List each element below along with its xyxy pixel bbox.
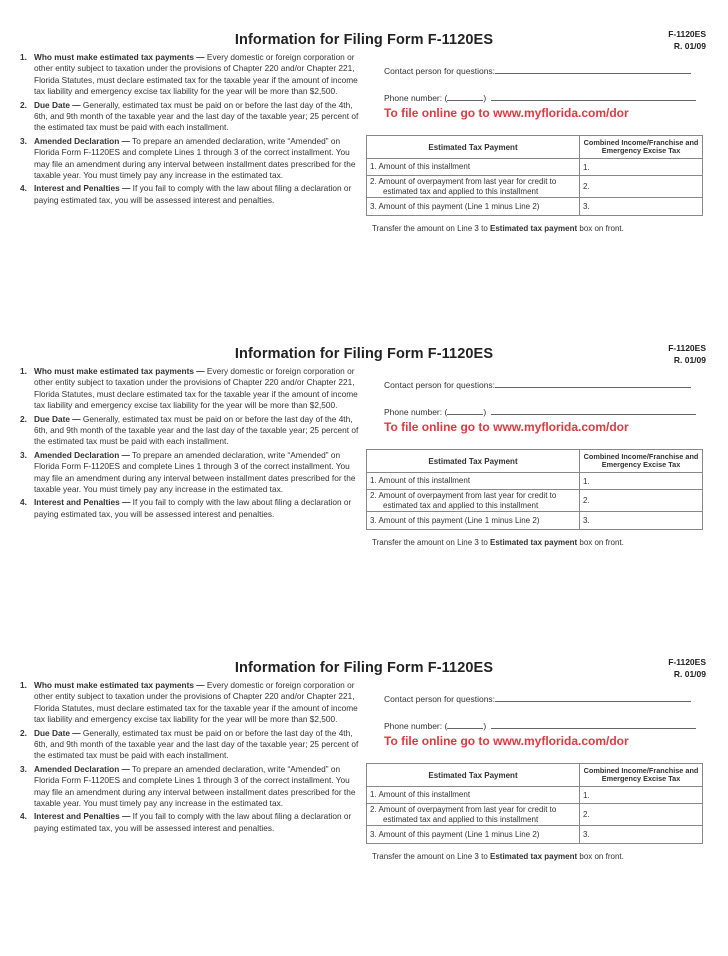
instruction-item [20,728,360,762]
phone-input-line[interactable] [491,92,696,101]
instruction-item [20,450,360,496]
file-online-link[interactable]: www.myflorida.com/dor [493,734,629,748]
file-online-link[interactable]: www.myflorida.com/dor [493,420,629,434]
amount-input-box[interactable]: 3. [580,826,703,844]
contact-person-field[interactable] [384,693,691,704]
instructions-list [20,680,360,836]
form-id-block [668,28,706,52]
phone-paren: ) [483,93,487,103]
row-label: 1. Amount of this installment [367,159,580,176]
file-online-link[interactable]: www.myflorida.com/dor [493,106,629,120]
form-number: F-1120ES [668,657,706,667]
instruction-item [20,811,360,834]
instruction-item [20,183,360,206]
instruction-item [20,414,360,448]
item-heading: Due Date — [34,727,81,738]
form-id-block [668,656,706,680]
item-heading: Who must make estimated tax payments — [34,52,205,62]
item-heading: Who must make estimated tax payments — [34,366,205,376]
table-row [367,826,703,844]
transfer-bold: Estimated tax payment [490,538,578,547]
item-number: 2. [20,99,27,110]
form-number: F-1120ES [668,29,706,39]
item-number: 4. [20,497,27,508]
amount-input-box[interactable]: 2. [580,490,703,512]
instruction-item [20,100,360,134]
item-text: Generally, estimated tax must be paid on or before the last day of the 4th, 6th, and 9th month of the taxable year and the last day of the taxable year; 25 percent of the estimated tax must be paid with each installment. [34,99,359,133]
row-label: 2. Amount of overpayment from last year for credit to estimated tax and applied to this installment [367,490,580,512]
contact-input-line[interactable] [495,65,691,74]
table-row [367,159,703,176]
table-header-left: Estimated Tax Payment [367,450,580,473]
item-heading: Due Date — [34,99,81,110]
row-label: 1. Amount of this installment [367,473,580,490]
estimated-tax-payment-table [366,135,703,216]
instruction-item [20,136,360,182]
item-text: To prepare an amended declaration, write “Amended” on Florida Form F-1120ES and complete Lines 1 through 3 of the correct installment. You may file an amendment during any interval between installment dates prescribed for the taxable year. You must timely pay any increase in the estimated tax. [34,135,356,181]
info-section [0,656,728,956]
transfer-note [372,224,624,233]
table-row [367,512,703,530]
row-label: 2. Amount of overpayment from last year for credit to estimated tax and applied to this installment [367,176,580,198]
transfer-prefix: Transfer the amount on Line 3 to [372,224,490,233]
item-number: 3. [20,135,27,146]
area-code-input-line[interactable] [447,406,483,415]
item-heading: Interest and Penalties — [34,497,131,508]
item-number: 1. [20,52,27,62]
instructions-list [20,366,360,522]
table-row [367,473,703,490]
item-text: If you fail to comply with the law about filing a declaration or paying estimated tax, you will be assessed interest and penalties. [34,183,352,205]
file-online-notice [384,734,629,748]
table-header-row [367,764,703,787]
amount-input-box[interactable]: 1. [580,787,703,804]
item-text: Every domestic or foreign corporation or other entity subject to taxation under the provisions of Chapter 220 and/or Chapter 221, Florida Statutes, must declare estimated tax for the taxable year if the amount of income tax liability and emergency excise tax liability for the year will be more than $2,500. [34,52,358,97]
file-online-text: To file online go to [384,734,494,748]
form-revision: R. 01/09 [673,41,706,51]
phone-label: Phone number: ( [384,721,448,731]
item-number: 2. [20,727,27,738]
phone-paren: ) [483,721,487,731]
amount-input-box[interactable]: 3. [580,198,703,216]
transfer-prefix: Transfer the amount on Line 3 to [372,852,490,861]
file-online-notice [384,420,629,434]
transfer-suffix: box on front. [577,538,624,547]
amount-input-box[interactable]: 1. [580,473,703,490]
item-heading: Amended Declaration — [34,763,130,774]
transfer-note [372,538,624,547]
section-title: Information for Filing Form F-1120ES [234,660,494,676]
item-heading: Due Date — [34,413,81,424]
contact-label: Contact person for questions: [384,694,496,704]
instructions-list [20,52,360,208]
item-text: If you fail to comply with the law about filing a declaration or paying estimated tax, you will be assessed interest and penalties. [34,497,352,519]
transfer-prefix: Transfer the amount on Line 3 to [372,538,490,547]
row-label: 2. Amount of overpayment from last year for credit to estimated tax and applied to this installment [367,804,580,826]
phone-number-field[interactable] [384,92,696,103]
phone-number-field[interactable] [384,720,696,731]
item-heading: Interest and Penalties — [34,811,131,822]
phone-label: Phone number: ( [384,407,448,417]
amount-input-box[interactable]: 2. [580,176,703,198]
table-row [367,490,703,512]
estimated-tax-payment-table [366,449,703,530]
table-row [367,198,703,216]
item-heading: Amended Declaration — [34,449,130,460]
table-header-left: Estimated Tax Payment [367,136,580,159]
file-online-text: To file online go to [384,106,494,120]
item-heading: Amended Declaration — [34,135,130,146]
estimated-tax-payment-table [366,763,703,844]
phone-paren: ) [483,407,487,417]
table-header-row [367,136,703,159]
contact-person-field[interactable] [384,65,691,76]
row-label: 3. Amount of this payment (Line 1 minus Line 2) [367,198,580,216]
table-header-row [367,450,703,473]
amount-input-box[interactable]: 2. [580,804,703,826]
table-row [367,787,703,804]
item-text: To prepare an amended declaration, write “Amended” on Florida Form F-1120ES and complete Lines 1 through 3 of the correct installment. You may file an amendment during any interval between installment dates prescribed for the taxable year. You must timely pay any increase in the estimated tax. [34,449,356,495]
table-row [367,176,703,198]
area-code-input-line[interactable] [447,720,483,729]
item-number: 4. [20,811,27,822]
section-title: Information for Filing Form F-1120ES [234,346,494,362]
instruction-item [20,366,360,412]
form-number: F-1120ES [668,343,706,353]
table-header-right: Combined Income/Franchise and Emergency Excise Tax [580,136,703,159]
table-header-right: Combined Income/Franchise and Emergency Excise Tax [580,450,703,473]
form-revision: R. 01/09 [673,355,706,365]
item-number: 1. [20,366,27,376]
contact-label: Contact person for questions: [384,380,496,390]
contact-label: Contact person for questions: [384,66,496,76]
instruction-item [20,52,360,98]
table-row [367,804,703,826]
item-text: If you fail to comply with the law about filing a declaration or paying estimated tax, you will be assessed interest and penalties. [34,811,352,833]
info-section [0,342,728,642]
transfer-bold: Estimated tax payment [490,224,578,233]
item-heading: Interest and Penalties — [34,183,131,194]
phone-input-line[interactable] [491,720,696,729]
row-label: 1. Amount of this installment [367,787,580,804]
phone-label: Phone number: ( [384,93,448,103]
contact-person-field[interactable] [384,379,691,390]
item-text: To prepare an amended declaration, write “Amended” on Florida Form F-1120ES and complete Lines 1 through 3 of the correct installment. You may file an amendment during any interval between installment dates prescribed for the taxable year. You must timely pay any increase in the estimated tax. [34,763,356,809]
item-text: Every domestic or foreign corporation or other entity subject to taxation under the provisions of Chapter 220 and/or Chapter 221, Florida Statutes, must declare estimated tax for the taxable year if the amount of income tax liability and emergency excise tax liability for the year will be more than $2,500. [34,680,358,725]
item-number: 3. [20,763,27,774]
amount-input-box[interactable]: 1. [580,159,703,176]
phone-input-line[interactable] [491,406,696,415]
form-id-block [668,342,706,366]
info-section [0,28,728,328]
form-revision: R. 01/09 [673,669,706,679]
instruction-item [20,497,360,520]
area-code-input-line[interactable] [447,92,483,101]
table-header-left: Estimated Tax Payment [367,764,580,787]
instruction-item [20,764,360,810]
transfer-bold: Estimated tax payment [490,852,578,861]
row-label: 3. Amount of this payment (Line 1 minus Line 2) [367,512,580,530]
item-text: Generally, estimated tax must be paid on or before the last day of the 4th, 6th, and 9th month of the taxable year and the last day of the taxable year; 25 percent of the estimated tax must be paid with each installment. [34,413,359,447]
item-text: Generally, estimated tax must be paid on or before the last day of the 4th, 6th, and 9th month of the taxable year and the last day of the taxable year; 25 percent of the estimated tax must be paid with each installment. [34,727,359,761]
transfer-suffix: box on front. [577,852,624,861]
table-header-right: Combined Income/Franchise and Emergency Excise Tax [580,764,703,787]
transfer-note [372,852,624,861]
item-number: 3. [20,449,27,460]
item-heading: Who must make estimated tax payments — [34,680,205,690]
instruction-item [20,680,360,726]
contact-input-line[interactable] [495,693,691,702]
item-number: 2. [20,413,27,424]
section-title: Information for Filing Form F-1120ES [234,32,494,48]
phone-number-field[interactable] [384,406,696,417]
contact-input-line[interactable] [495,379,691,388]
amount-input-box[interactable]: 3. [580,512,703,530]
item-number: 1. [20,680,27,690]
item-text: Every domestic or foreign corporation or other entity subject to taxation under the provisions of Chapter 220 and/or Chapter 221, Florida Statutes, must declare estimated tax for the taxable year if the amount of income tax liability and emergency excise tax liability for the year will be more than $2,500. [34,366,358,411]
file-online-text: To file online go to [384,420,494,434]
row-label: 3. Amount of this payment (Line 1 minus Line 2) [367,826,580,844]
item-number: 4. [20,183,27,194]
file-online-notice [384,106,629,120]
transfer-suffix: box on front. [577,224,624,233]
